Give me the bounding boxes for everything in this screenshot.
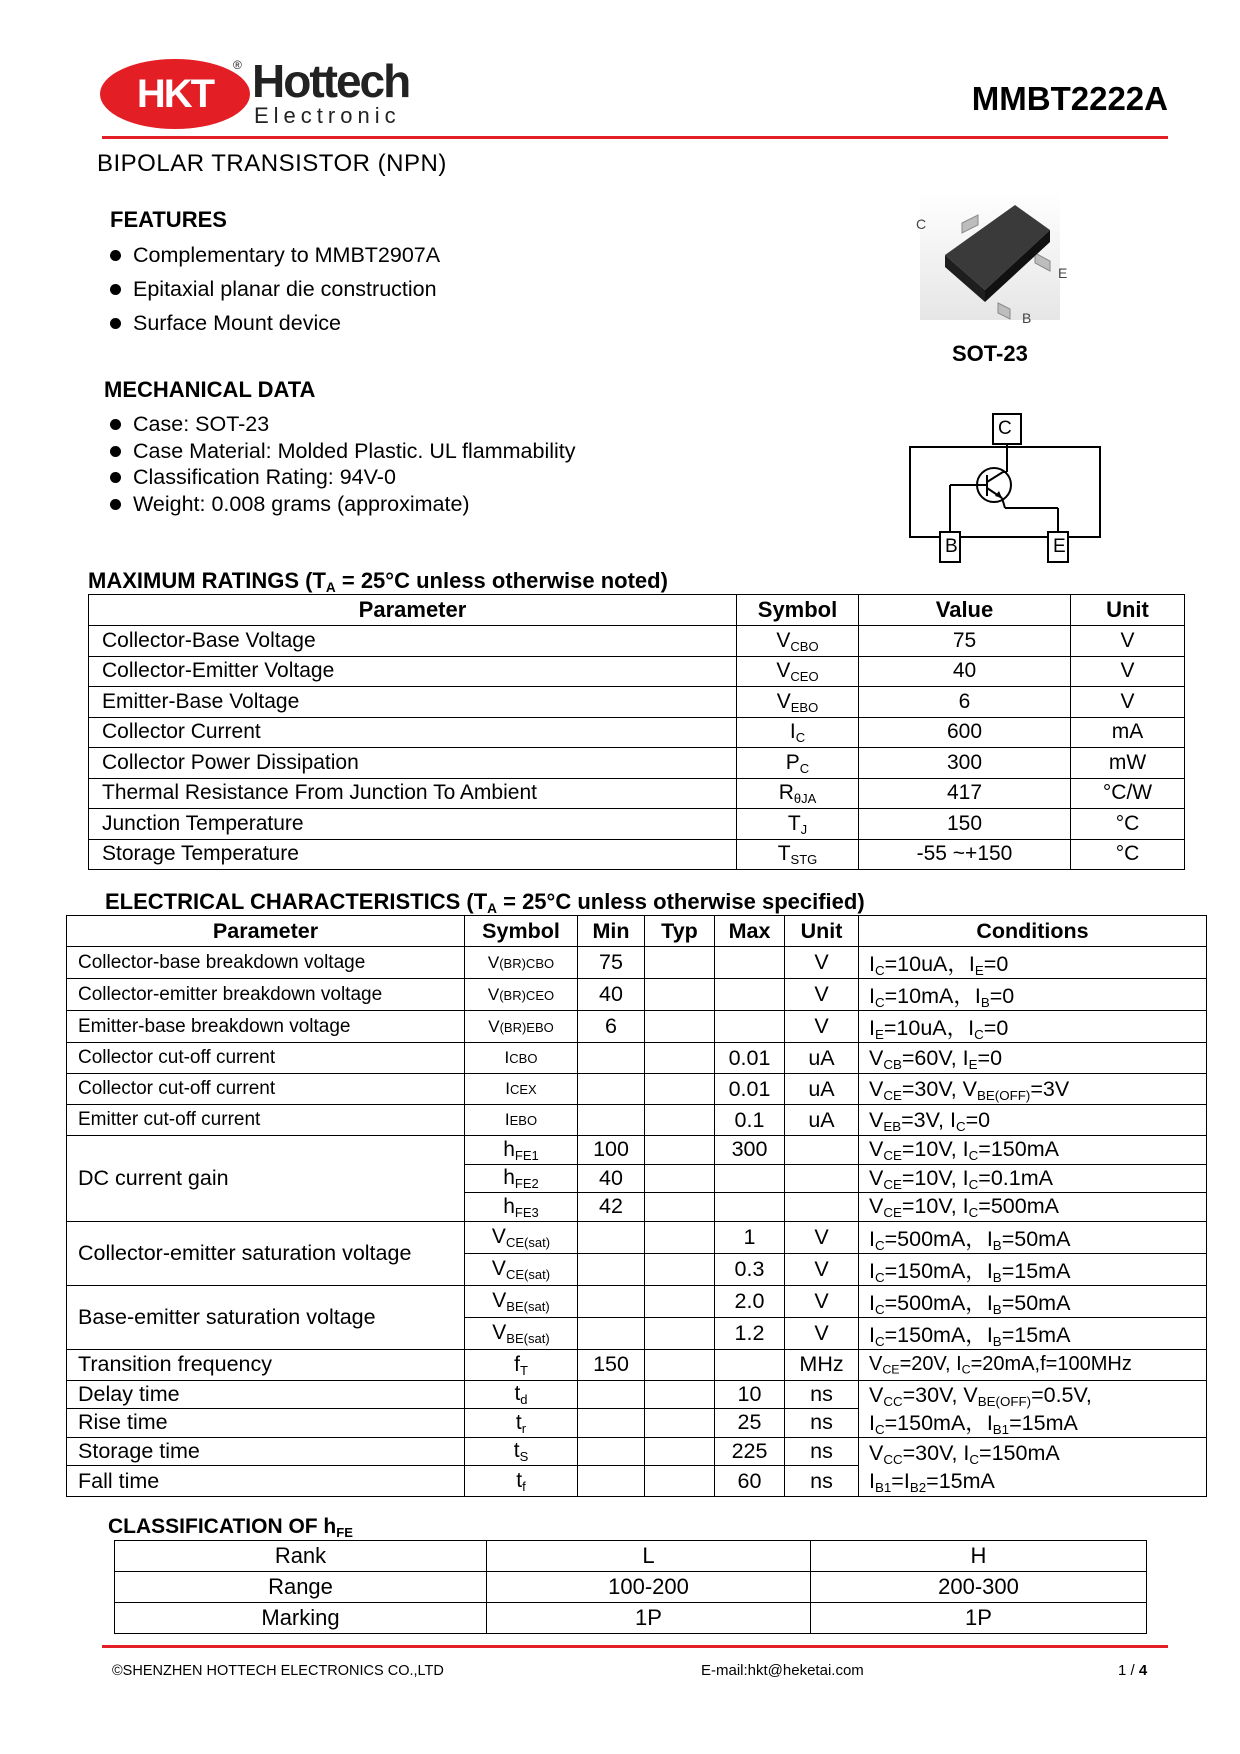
table-row: Collector cut-off current ICEX 0.01 uA $V_{CE}=30V$, $V_{BE(OFF)}=3V$ bbox=[67, 1074, 1207, 1105]
table-row: Base-emitter saturation voltage $V_{BE(sat)}$ 2.0 V $I_C=500mA$，$I_B=50mA$ bbox=[67, 1285, 1207, 1317]
table-row: Rise time $t_r$ 25 ns bbox=[67, 1409, 1207, 1438]
table-row: $h_{FE3}$ 42 $V_{CE}=10V$, $I_C=500mA$ bbox=[67, 1193, 1207, 1222]
max-ratings-title: MAXIMUM RATINGS ($T_A = 25^\circ C$ unless otherwise noted) bbox=[88, 568, 668, 596]
table-row: Collector-base breakdown voltage V(BR)CBO 75 V $I_C=10uA$，$I_E=0$ bbox=[67, 947, 1207, 979]
features-title: FEATURES bbox=[110, 207, 227, 232]
part-number: MMBT2222A bbox=[971, 80, 1168, 117]
classification-title: CLASSIFICATION OF $h_{FE}$ bbox=[108, 1515, 353, 1540]
feature-item: Complementary to MMBT2907A bbox=[104, 238, 440, 272]
column-header: Value bbox=[859, 595, 1071, 626]
mechanical-item: Classification Rating: 94V-0 bbox=[104, 464, 576, 491]
column-header: Typ bbox=[645, 916, 715, 947]
table-row: Collector Power Dissipation $P_C$ 300 mW bbox=[89, 748, 1185, 779]
pin-label-b: B bbox=[1022, 310, 1032, 326]
column-header: Min bbox=[578, 916, 645, 947]
footer-email[interactable]: E-mail:hkt@heketai.com bbox=[701, 1662, 864, 1679]
pin-label-c: C bbox=[916, 216, 927, 232]
feature-item: Surface Mount device bbox=[104, 306, 440, 340]
table-row: Transition frequency $f_T$ 150 MHz $V_{CE}=20V$, $I_C=20mA,f=100MHz$ bbox=[67, 1349, 1207, 1380]
registered-mark: ® bbox=[233, 58, 242, 72]
column-header: Unit bbox=[1071, 595, 1185, 626]
table-row: Thermal Resistance From Junction To Ambient $R_{\theta JA}$ 417 °C/W bbox=[89, 778, 1185, 809]
electrical-title: ELECTRICAL CHARACTERISTICS ($T_A = 25^\circ C$ unless otherwise specified) bbox=[105, 889, 865, 917]
table-row: Collector-emitter saturation voltage $V_{CE(sat)}$ 1 V $I_C=500mA$，$I_B=50mA$ bbox=[67, 1221, 1207, 1253]
column-header: Parameter bbox=[89, 595, 737, 626]
max-ratings-table bbox=[88, 594, 1185, 870]
schematic-base-label: B bbox=[945, 536, 958, 557]
table-row: Collector-Emitter Voltage $V_{CEO}$ 40 V bbox=[89, 656, 1185, 687]
table-row: Emitter-base breakdown voltage V(BR)EBO 6 V $I_E=10uA$，$I_C=0$ bbox=[67, 1011, 1207, 1043]
schematic-collector-label: C bbox=[998, 418, 1012, 439]
schematic-emitter-label: E bbox=[1053, 536, 1066, 557]
electrical-characteristics-table bbox=[66, 915, 1207, 1497]
table-row: Storage time $t_S$ 225 ns $V_{CC}=30V$, $I_C=150mA$ $I_{B1}=I_{B2}=15mA$ bbox=[67, 1437, 1207, 1466]
package-name: SOT-23 bbox=[952, 341, 1028, 366]
table-row: DC current gain $h_{FE1}$ 100 300 $V_{CE}=10V$, $I_C=150mA$ bbox=[67, 1136, 1207, 1165]
table-row: Junction Temperature $T_J$ 150 °C bbox=[89, 809, 1185, 840]
column-header: Max bbox=[715, 916, 785, 947]
column-header: Conditions bbox=[859, 916, 1207, 947]
logo-subtitle: Electronic bbox=[254, 103, 401, 128]
table-row: Storage Temperature $T_{STG}$ -55 ~+150 °C bbox=[89, 839, 1185, 870]
page-number: 1 / 4 bbox=[1118, 1662, 1148, 1679]
page-subtitle: BIPOLAR TRANSISTOR (NPN) bbox=[97, 150, 447, 177]
mechanical-title: MECHANICAL DATA bbox=[104, 377, 316, 402]
table-row: Fall time $t_f$ 60 ns bbox=[67, 1466, 1207, 1497]
column-header: Unit bbox=[785, 916, 859, 947]
table-row: Marking 1P 1P bbox=[115, 1603, 1147, 1634]
classification-table bbox=[114, 1540, 1147, 1634]
sot23-package-image bbox=[910, 185, 1080, 330]
table-row: Rank L H bbox=[115, 1541, 1147, 1572]
mechanical-item: Case: SOT-23 bbox=[104, 411, 576, 438]
table-row: $V_{CE(sat)}$ 0.3 V $I_C=150mA$，$I_B=15mA$ bbox=[67, 1253, 1207, 1285]
table-row: $V_{BE(sat)}$ 1.2 V $I_C=150mA$，$I_B=15mA$ bbox=[67, 1317, 1207, 1349]
column-header: Symbol bbox=[465, 916, 578, 947]
footer-rule bbox=[102, 1645, 1168, 1648]
table-row: Emitter-Base Voltage $V_{EBO}$ 6 V bbox=[89, 687, 1185, 718]
table-row: Delay time $t_d$ 10 ns $V_{CC}=30V$, $V_{BE(OFF)}=0.5V$, $I_C=150mA$，$I_{B1}=15mA$ bbox=[67, 1380, 1207, 1409]
logo-wordmark: Hottech bbox=[252, 55, 410, 107]
table-row: Collector cut-off current ICBO 0.01 uA $V_{CB}=60V$, $I_E=0$ bbox=[67, 1043, 1207, 1074]
table-row: $h_{FE2}$ 40 $V_{CE}=10V$, $I_C=0.1mA$ bbox=[67, 1164, 1207, 1193]
table-row: Emitter cut-off current IEBO 0.1 uA $V_{EB}=3V$, $I_C=0$ bbox=[67, 1105, 1207, 1136]
column-header: Symbol bbox=[737, 595, 859, 626]
mechanical-item: Case Material: Molded Plastic. UL flammability bbox=[104, 438, 576, 465]
header-rule bbox=[102, 136, 1168, 139]
table-row: Range 100-200 200-300 bbox=[115, 1572, 1147, 1603]
table-row: Collector-Base Voltage $V_{CBO}$ 75 V bbox=[89, 626, 1185, 657]
logo-badge: HKT bbox=[100, 59, 250, 129]
column-header: Parameter bbox=[67, 916, 465, 947]
table-row: Collector Current $I_C$ 600 mA bbox=[89, 717, 1185, 748]
features-list bbox=[104, 238, 440, 340]
mechanical-item: Weight: 0.008 grams (approximate) bbox=[104, 491, 576, 518]
feature-item: Epitaxial planar die construction bbox=[104, 272, 440, 306]
mechanical-list bbox=[104, 411, 576, 517]
pin-label-e: E bbox=[1058, 265, 1068, 281]
footer-company: ©SHENZHEN HOTTECH ELECTRONICS CO.,LTD bbox=[112, 1663, 444, 1679]
table-row: Collector-emitter breakdown voltage V(BR)CEO 40 V $I_C=10mA$，$I_B=0$ bbox=[67, 979, 1207, 1011]
